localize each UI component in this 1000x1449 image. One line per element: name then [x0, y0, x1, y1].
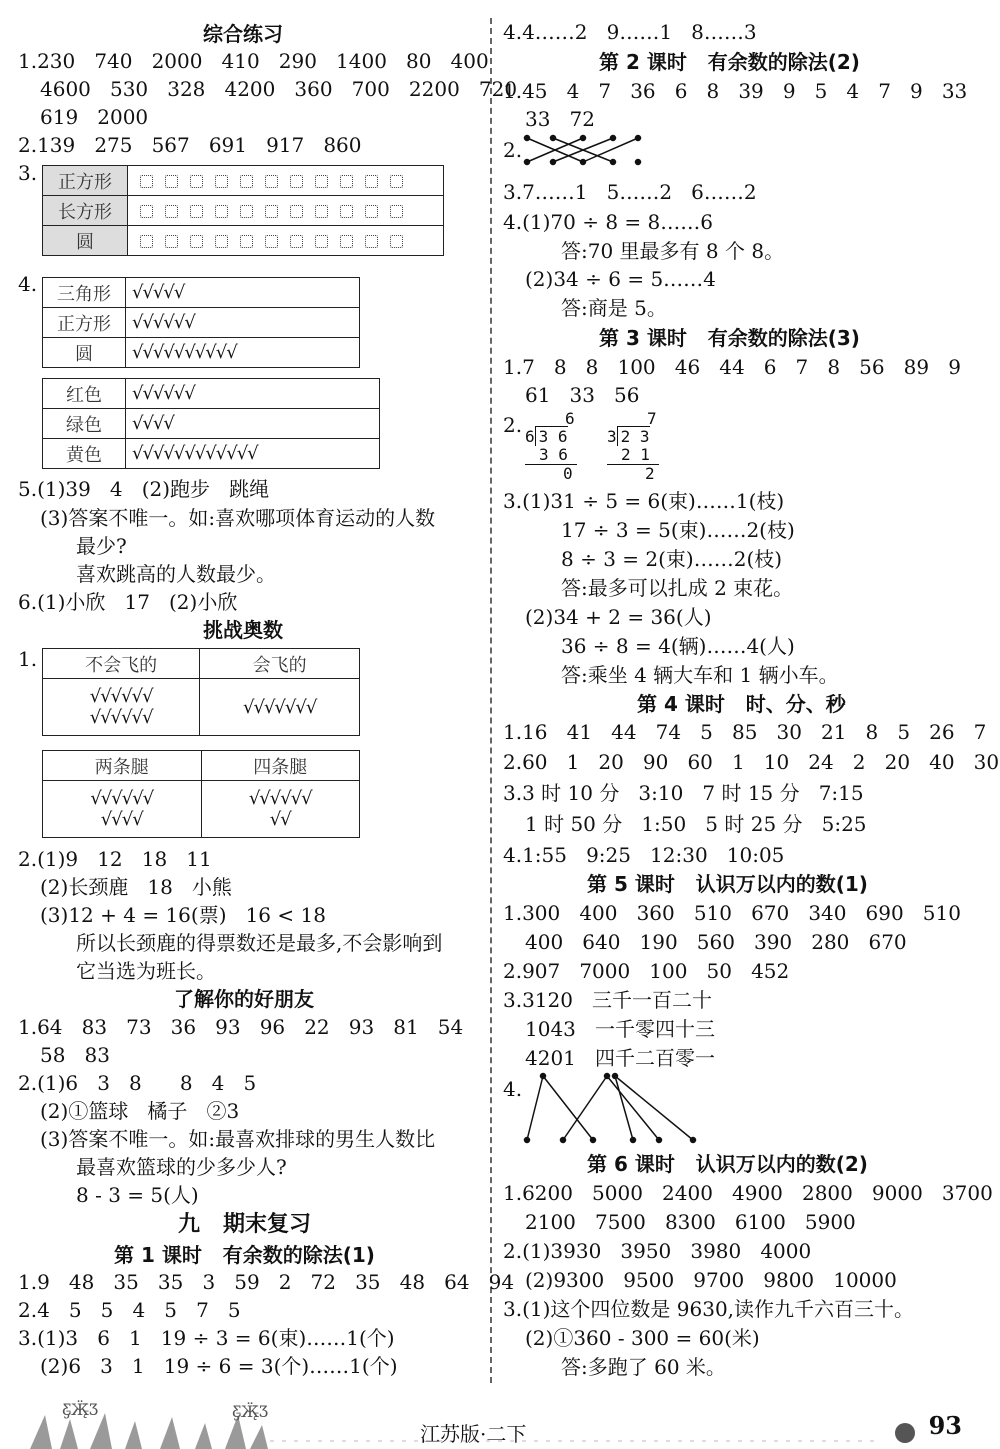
question-number: 4.: [503, 1077, 523, 1101]
dividend: 3 6: [535, 426, 568, 446]
answer-line: (2)长颈鹿 18 小熊: [40, 875, 232, 899]
matching-diagram-2: [523, 1072, 723, 1144]
lesson-heading: 第 1 课时 有余数的除法(1): [114, 1243, 375, 1267]
answer-line: 8 ÷ 3 = 2(束)……2(枝): [561, 547, 783, 571]
answer-line: 3.(1)31 ÷ 5 = 6(束)……1(枝): [503, 489, 785, 513]
answer-line: 33 72: [525, 107, 595, 131]
tally-cell: √√√√√: [126, 278, 360, 308]
lesson-heading: 第 2 课时 有余数的除法(2): [599, 50, 860, 74]
answer-line: 最少?: [76, 534, 127, 558]
answer-line: 17 ÷ 3 = 5(束)……2(枝): [561, 518, 795, 542]
question-number: 3.: [18, 161, 38, 185]
answer-line: 4600 530 328 4200 360 700 2200 720: [40, 77, 518, 101]
answer-line: 它当选为班长。: [76, 959, 216, 983]
color-tally-table: [42, 378, 380, 469]
answer-line: 400 640 190 560 390 280 670: [525, 930, 907, 954]
legs-table: [42, 750, 360, 838]
tally-cell: √√√√√√√: [200, 679, 360, 736]
product: 2 1: [607, 446, 659, 465]
lesson-heading: 第 3 课时 有余数的除法(3): [599, 326, 860, 350]
tally-cell: [43, 781, 202, 838]
answer-line: 1.7 8 8 100 46 44 6 7 8 56 89 9: [503, 355, 961, 379]
butterfly-icon: Ƹ̵̡Ӝ̵̨̄Ʒ: [62, 1400, 99, 1419]
shape-count-table: [42, 165, 444, 256]
question-number: 4.: [18, 272, 38, 296]
table-header: 会飞的: [200, 649, 360, 679]
answer-line: 所以长颈鹿的得票数还是最多,不会影响到: [76, 931, 443, 955]
butterfly-icon: Ƹ̵̡Ӝ̵̨̄Ʒ: [232, 1402, 269, 1421]
tally-cell: √√√√√√√√√√: [126, 338, 360, 368]
table-label: 黄色: [43, 439, 126, 469]
answer-line: 619 2000: [40, 105, 149, 129]
answer-line: 2.4 5 5 4 5 7 5: [18, 1298, 241, 1322]
answer-line: 答:商是 5。: [561, 296, 667, 320]
series-label: 江苏版·二下: [420, 1422, 527, 1446]
table-label: 正方形: [43, 308, 126, 338]
table-label: 圆: [43, 338, 126, 368]
section-heading-liaojie: 了解你的好朋友: [174, 987, 314, 1011]
answer-line: 4.4……2 9……1 8……3: [503, 20, 757, 44]
dotted-squares: [128, 226, 444, 256]
answer-line: 2.(1)9 12 18 11: [18, 847, 212, 871]
table-label: 红色: [43, 379, 126, 409]
page-number: 93: [928, 1411, 962, 1440]
answer-line: 2.60 1 20 90 60 1 10 24 2 20 40 30: [503, 750, 1000, 774]
tally-text: √√√√√√: [248, 788, 312, 809]
tally-cell: √√√√√√: [126, 308, 360, 338]
answer-line: 1.9 48 35 35 3 59 2 72 35 48 64 94: [18, 1270, 515, 1294]
question-number: 2.: [503, 138, 523, 162]
chapter-heading: 九 期末复习: [178, 1212, 311, 1237]
quotient: 7: [647, 409, 657, 428]
tally-cell: [43, 679, 200, 736]
answer-line: 最喜欢篮球的少多少人?: [76, 1155, 287, 1179]
table-label: 绿色: [43, 409, 126, 439]
dotted-squares: [128, 166, 444, 196]
answer-line: (2)①篮球 橘子 ②3: [40, 1099, 240, 1123]
answer-line: 1.64 83 73 36 93 96 22 93 81 54: [18, 1015, 464, 1039]
answer-line: 8 - 3 = 5(人): [76, 1183, 199, 1207]
tally-cell: [201, 781, 360, 838]
answer-line: 答:最多可以扎成 2 束花。: [561, 576, 794, 600]
long-division-1: [525, 410, 577, 483]
answer-line: (3)12 + 4 = 16(票) 16 < 18: [40, 903, 326, 927]
answer-line: (2)34 ÷ 6 = 5……4: [525, 267, 716, 291]
tally-text: √√√√√√: [89, 707, 153, 728]
table-header: 四条腿: [201, 751, 360, 781]
fly-table: [42, 648, 360, 736]
column-divider: [490, 18, 492, 1383]
dotted-squares: [128, 196, 444, 226]
answer-line: 答:多跑了 60 米。: [561, 1355, 726, 1379]
answer-line: (2)34 + 2 = 36(人): [525, 605, 712, 629]
answer-line: 3.(1)这个四位数是 9630,读作九千六百三十。: [503, 1297, 915, 1321]
answer-line: 3.(1)3 6 1 19 ÷ 3 = 6(束)……1(个): [18, 1326, 395, 1350]
tally-text: √√√√√√: [90, 788, 154, 809]
lesson-heading: 第 6 课时 认识万以内的数(2): [587, 1152, 868, 1176]
lesson-heading: 第 5 课时 认识万以内的数(1): [587, 872, 868, 896]
divisor: 6: [525, 427, 535, 446]
long-division-2: [607, 410, 659, 483]
answer-line: (3)答案不唯一。如:喜欢哪项体育运动的人数: [40, 506, 436, 530]
tally-text: √√√√: [100, 809, 143, 830]
table-header: 两条腿: [43, 751, 202, 781]
answer-line: 1 时 50 分 1:50 5 时 25 分 5:25: [525, 812, 867, 836]
answer-line: 喜欢跳高的人数最少。: [76, 562, 276, 586]
remainder: 2: [645, 464, 655, 483]
answer-line: 36 ÷ 8 = 4(辆)……4(人): [561, 634, 795, 658]
answer-line: 3.3120 三千一百二十: [503, 988, 713, 1012]
tally-text: √√√√√√: [89, 686, 153, 707]
answer-line: 1.16 41 44 74 5 85 30 21 8 5 26 7: [503, 720, 987, 744]
answer-line: (2)9300 9500 9700 9800 10000: [525, 1268, 897, 1292]
answer-line: (2)①360 - 300 = 60(米): [525, 1326, 760, 1350]
answer-line: 6.(1)小欣 17 (2)小欣: [18, 590, 238, 614]
answer-line: 4201 四千二百零一: [525, 1046, 715, 1070]
answer-line: 2.(1)3930 3950 3980 4000: [503, 1239, 812, 1263]
tally-cell: √√√√√√: [126, 379, 380, 409]
answer-line: 答:70 里最多有 8 个 8。: [561, 239, 785, 263]
answer-line: 1.300 400 360 510 670 340 690 510: [503, 901, 961, 925]
truck-icon: [895, 1423, 915, 1443]
matching-diagram: [523, 130, 643, 170]
answer-line: 2.(1)6 3 8 8 4 5: [18, 1071, 257, 1095]
dividend: 2 3: [617, 426, 650, 446]
table-label: 圆: [43, 226, 128, 256]
tally-text: √√: [269, 809, 291, 830]
lesson-heading: 第 4 课时 时、分、秒: [637, 692, 846, 716]
answer-line: 2.139 275 567 691 917 860: [18, 133, 362, 157]
answer-line: 1043 一千零四十三: [525, 1017, 715, 1041]
section-heading-zonghe: 综合练习: [203, 22, 283, 46]
answer-line: 2.907 7000 100 50 452: [503, 959, 790, 983]
divisor: 3: [607, 427, 617, 446]
tally-cell: √√√√√√√√√√√√: [126, 439, 380, 469]
quotient: 6: [565, 409, 575, 428]
table-label: 三角形: [43, 278, 126, 308]
tally-cell: √√√√: [126, 409, 380, 439]
shape-tally-table: [42, 277, 360, 368]
answer-line: 答:乘坐 4 辆大车和 1 辆小车。: [561, 663, 839, 687]
answer-line: 3.3 时 10 分 3:10 7 时 15 分 7:15: [503, 781, 864, 805]
answer-line: 4.1:55 9:25 12:30 10:05: [503, 843, 785, 867]
product: 3 6: [525, 446, 577, 465]
answer-line: 1.230 740 2000 410 290 1400 80 400: [18, 49, 489, 73]
answer-line: (2)6 3 1 19 ÷ 6 = 3(个)……1(个): [40, 1354, 398, 1378]
answer-line: 58 83: [40, 1043, 110, 1067]
answer-line: 3.7……1 5……2 6……2: [503, 180, 757, 204]
answer-line: (3)答案不唯一。如:最喜欢排球的男生人数比: [40, 1127, 436, 1151]
section-heading-tiaozhan: 挑战奥数: [203, 618, 283, 642]
answer-line: 61 33 56: [525, 383, 640, 407]
question-number: 1.: [18, 647, 38, 671]
table-label: 正方形: [43, 166, 128, 196]
table-label: 长方形: [43, 196, 128, 226]
answer-line: 1.6200 5000 2400 4900 2800 9000 3700: [503, 1181, 993, 1205]
answer-line: 2100 7500 8300 6100 5900: [525, 1210, 856, 1234]
question-number: 2.: [503, 413, 523, 437]
table-header: 不会飞的: [43, 649, 200, 679]
remainder: 0: [563, 464, 573, 483]
answer-line: 5.(1)39 4 (2)跑步 跳绳: [18, 477, 270, 501]
answer-line: 4.(1)70 ÷ 8 = 8……6: [503, 210, 713, 234]
answer-line: 1.45 4 7 36 6 8 39 9 5 4 7 9 33: [503, 79, 968, 103]
